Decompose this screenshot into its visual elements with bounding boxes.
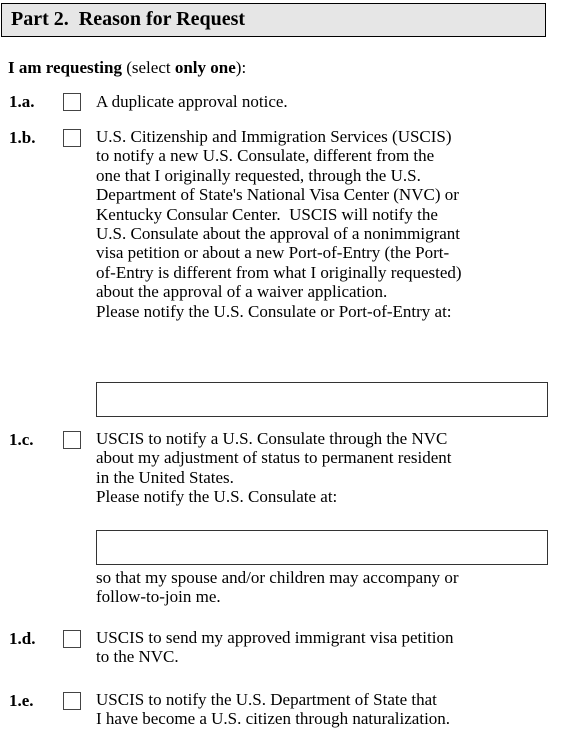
item-text-line: U.S. Consulate about the approval of a nonimmigrant [96, 224, 461, 244]
item-text-line: USCIS to notify the U.S. Department of State that [96, 690, 437, 709]
consulate-field[interactable] [96, 530, 548, 565]
item-number-1e: 1.e. [9, 691, 34, 710]
item-text-1b [96, 127, 556, 321]
item-text-line: Kentucky Consular Center. USCIS will notify the [96, 204, 438, 224]
item-text-line: one that I originally requested, through the U.S. [96, 165, 421, 185]
item-text-line: to notify a new U.S. Consulate, different from the [96, 146, 435, 166]
item-text-line: USCIS to notify a U.S. Consulate through the NVC [96, 429, 448, 448]
item-number-1d: 1.d. [9, 629, 36, 648]
item-text-line: to the NVC. [96, 647, 179, 667]
checkbox-1b[interactable] [63, 129, 81, 147]
instruction-end: ): [235, 58, 247, 77]
item-text-1a [96, 92, 556, 111]
item-text-1e [96, 690, 556, 729]
section-header [1, 3, 546, 37]
item-text-line: follow-to-join me. [96, 587, 221, 607]
item-text-line: of-Entry is different from what I originally requested) [96, 262, 462, 282]
item-text-1c-after [96, 568, 556, 607]
item-text-line: in the United States. [96, 467, 234, 487]
consulate-or-port-of-entry-field[interactable] [96, 382, 548, 417]
item-number-1a: 1.a. [9, 92, 35, 111]
item-number-1c: 1.c. [9, 430, 34, 449]
item-text-line: A duplicate approval notice. [96, 92, 288, 111]
item-text-1d [96, 628, 556, 667]
item-number-1b: 1.b. [9, 128, 36, 147]
checkbox-1c[interactable] [63, 431, 81, 449]
instruction-bold-start: I am requesting [8, 58, 122, 77]
section-title: Part 2. Reason for Request [11, 8, 246, 30]
item-text-line: Please notify the U.S. Consulate or Port-of-Entry at: [96, 301, 452, 321]
instruction-middle: (select [121, 58, 175, 77]
item-text-line: Please notify the U.S. Consulate at: [96, 487, 338, 507]
item-text-line: I have become a U.S. citizen through naturalization. [96, 709, 451, 729]
item-text-1c [96, 429, 556, 507]
item-text-line: USCIS to send my approved immigrant visa petition [96, 628, 454, 647]
instruction-bold-only-one: only one [174, 58, 236, 77]
item-text-line: Department of State's National Visa Center (NVC) or [96, 185, 459, 205]
checkbox-1e[interactable] [63, 692, 81, 710]
item-text-line: U.S. Citizenship and Immigration Services (USCIS) [96, 127, 452, 146]
checkbox-1d[interactable] [63, 630, 81, 648]
item-text-line: about my adjustment of status to permanent resident [96, 448, 452, 468]
item-text-line: so that my spouse and/or children may accompany or [96, 568, 459, 587]
instruction-text [8, 58, 246, 78]
checkbox-1a[interactable] [63, 93, 81, 111]
item-text-line: about the approval of a waiver application. [96, 282, 388, 302]
item-text-line: visa petition or about a new Port-of-Entry (the Port- [96, 243, 450, 263]
